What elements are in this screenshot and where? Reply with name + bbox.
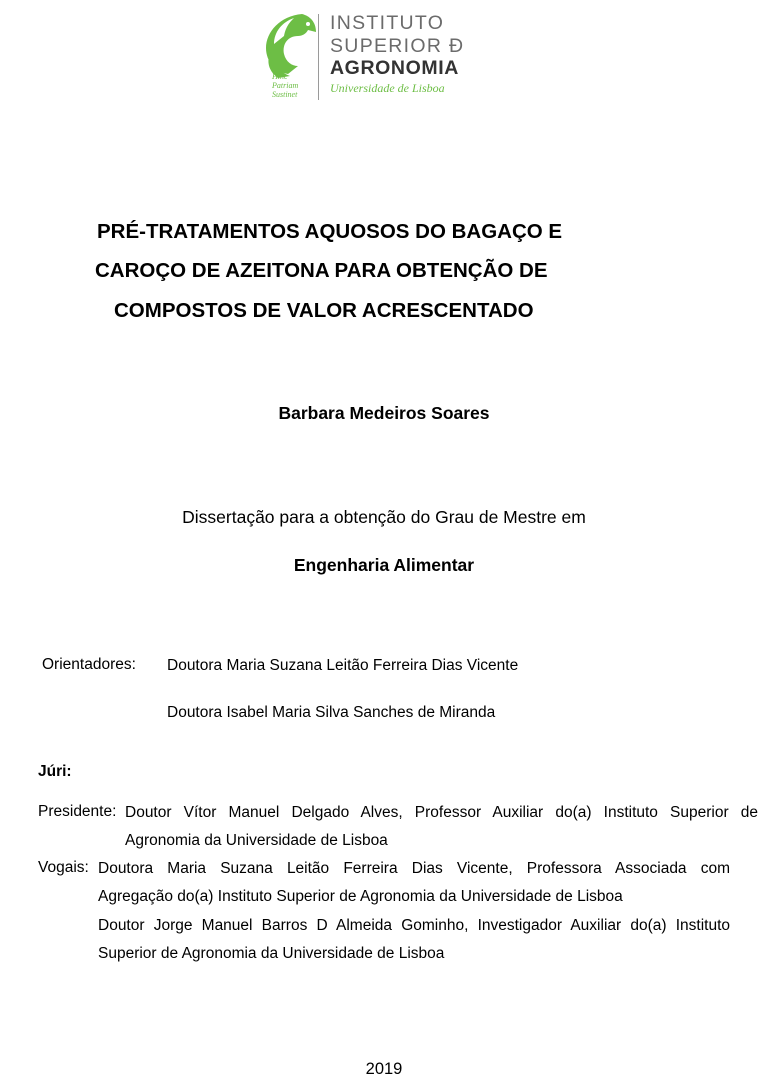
institution-logo <box>258 12 488 102</box>
advisor-name: Doutora Maria Suzana Leitão Ferreira Dias Vicente <box>167 657 519 674</box>
vogal-text: Superior de Agronomia da Universidade de Lisboa <box>98 945 445 962</box>
president-text: Agronomia da Universidade de Lisboa <box>125 832 388 849</box>
jury-label: Júri: <box>38 763 72 780</box>
president-label: Presidente: <box>38 803 117 820</box>
motto-line-2: Patriam <box>272 81 299 90</box>
vogal-text: Doutor Jorge Manuel Barros D Almeida Gominho, Investigador Auxiliar do(a) Instituto <box>98 917 730 934</box>
degree-statement: Dissertação para a obtenção do Grau de Mestre em <box>182 507 586 527</box>
logo-text-line-1: INSTITUTO <box>330 12 445 34</box>
logo-subtitle: Universidade de Lisboa <box>330 81 445 95</box>
logo-text-line-3: AGRONOMIA <box>330 57 459 79</box>
logo-divider <box>318 14 319 100</box>
vogal-text: Agregação do(a) Instituto Superior de Agronomia da Universidade de Lisboa <box>98 888 623 905</box>
title-line-3: COMPOSTOS DE VALOR ACRESCENTADO <box>114 299 534 322</box>
president-text: Doutor Vítor Manuel Delgado Alves, Professor Auxiliar do(a) Instituto Superior de <box>125 804 758 821</box>
author-name: Barbara Medeiros Soares <box>278 403 490 423</box>
course-name: Engenharia Alimentar <box>293 555 475 575</box>
eagle-logo-icon <box>258 12 320 86</box>
advisor-name: Doutora Isabel Maria Silva Sanches de Miranda <box>167 704 496 721</box>
advisors-label: Orientadores: <box>42 656 136 673</box>
vogais-label: Vogais: <box>38 859 89 876</box>
title-line-1: PRÉ-TRATAMENTOS AQUOSOS DO BAGAÇO E <box>97 220 563 243</box>
motto-line-3: Sustinet <box>272 90 298 99</box>
logo-text-line-2: SUPERIOR Ð <box>330 35 465 57</box>
year: 2019 <box>365 1060 403 1078</box>
title-line-2: CAROÇO DE AZEITONA PARA OBTENÇÃO DE <box>95 259 548 282</box>
vogal-text: Doutora Maria Suzana Leitão Ferreira Dias Vicente, Professora Associada com <box>98 860 730 877</box>
motto-line-1: Hinc <box>272 72 288 81</box>
